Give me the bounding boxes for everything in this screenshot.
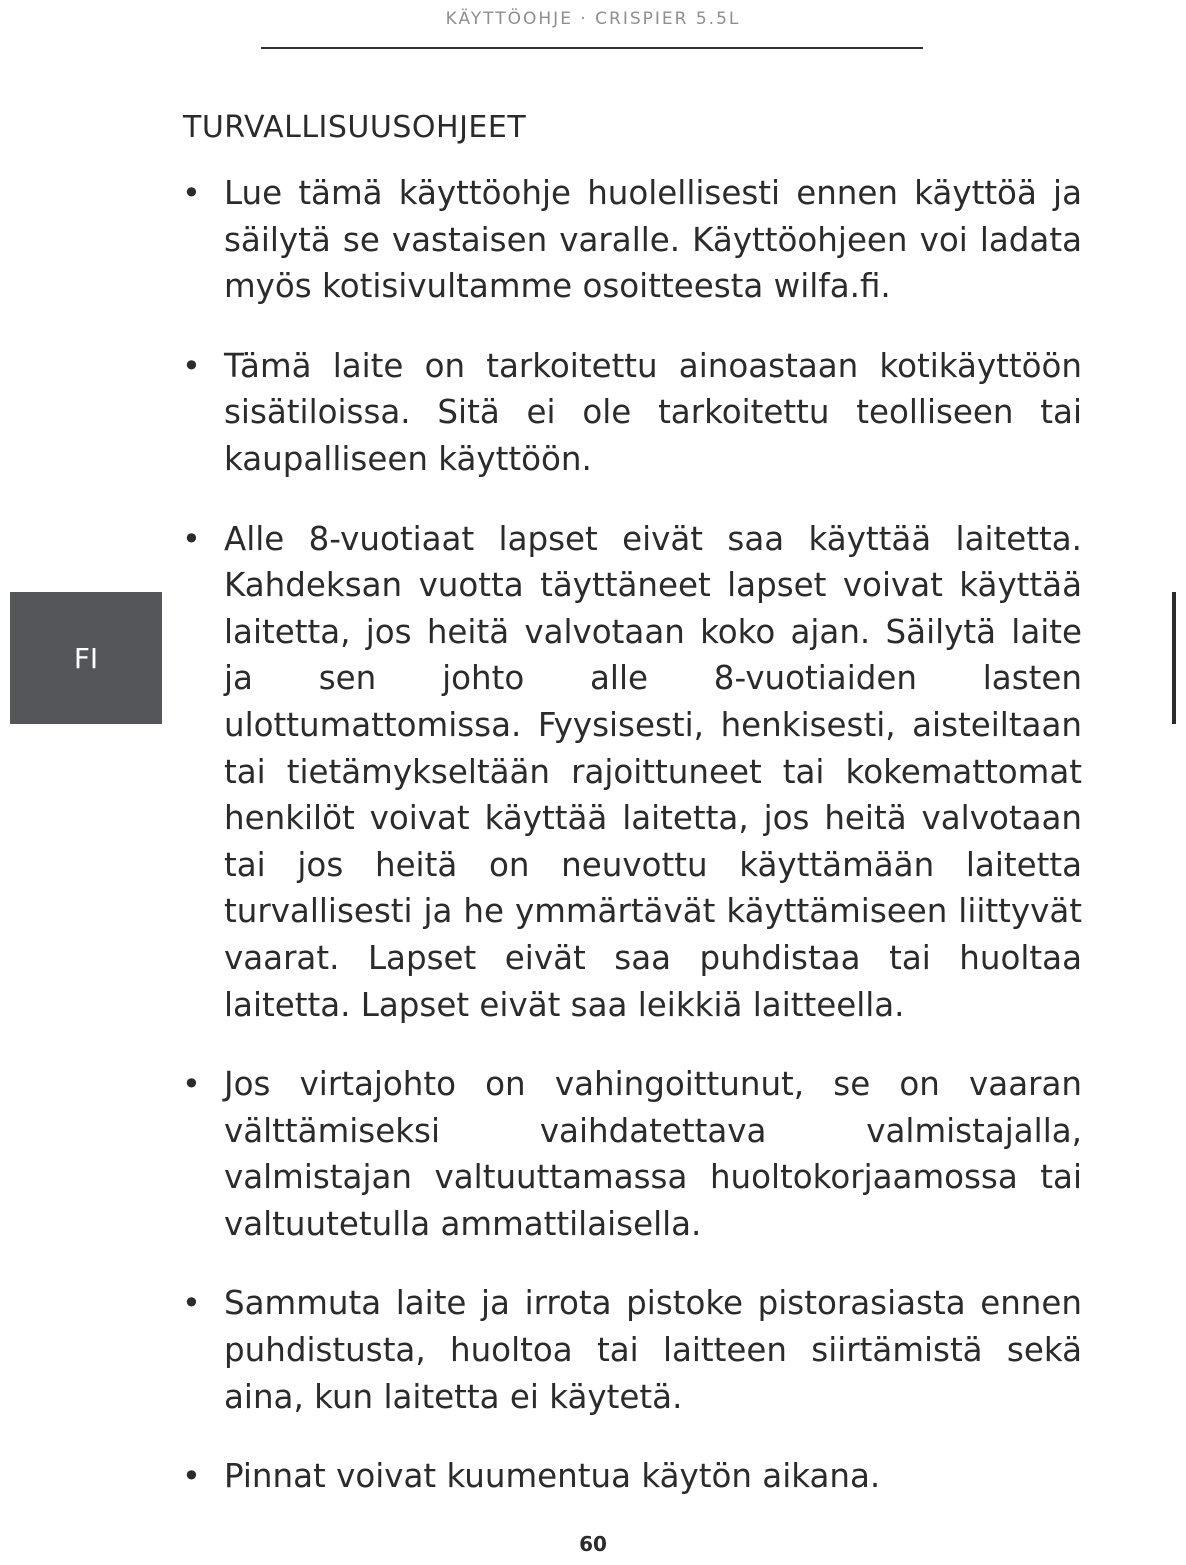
list-item <box>182 516 1082 1029</box>
bullet-icon: • <box>182 1284 201 1323</box>
bullet-icon: • <box>182 174 201 212</box>
list-item <box>182 1280 1082 1420</box>
safety-instructions-list <box>182 170 1082 1533</box>
list-item <box>182 170 1082 310</box>
instruction-text: Jos virtajohto on vahingoittunut, se on vaaran välttämiseksi vaihdatettava valmistajalla, valmistajan valtuuttamassa huoltokorjaamossa tai valtuutetulla ammattilaisella. <box>224 1065 1082 1243</box>
bullet-icon: • <box>182 1457 201 1496</box>
instruction-text: Tämä laite on tarkoitettu ainoastaan kotikäyttöön sisätiloissa. Sitä ei ole tarkoitettu teolliseen tai kaupalliseen käyttöön. <box>224 346 1082 478</box>
header-divider <box>261 47 923 49</box>
list-item <box>182 343 1082 483</box>
list-item <box>182 1453 1082 1500</box>
section-title: TURVALLISUUSOHJEET <box>183 110 527 145</box>
instruction-text: Lue tämä käyttöohje huolellisesti ennen käyttöä ja säilytä se vastaisen varalle. Käyttöohjeen voi ladata myös kotisivultamme osoitteesta wilfa.fi. <box>224 174 1082 306</box>
language-tab-label: FI <box>73 641 99 675</box>
instruction-text: Sammuta laite ja irrota pistoke pistorasiasta ennen puhdistusta, huoltoa tai laitteen siirtämistä sekä aina, kun laitetta ei käytetä. <box>224 1284 1082 1416</box>
bullet-icon: • <box>182 346 201 385</box>
page-number: 60 <box>579 1532 607 1556</box>
bullet-icon: • <box>182 519 201 558</box>
list-item <box>182 1061 1082 1247</box>
running-header: KÄYTTÖOHJE · CRISPIER 5.5L <box>445 9 741 29</box>
instruction-text: Alle 8-vuotiaat lapset eivät saa käyttää laitetta. Kahdeksan vuotta täyttäneet lapset voivat käyttää laitetta, jos heitä valvotaan koko ajan. Säilytä laite ja sen johto alle 8-vuotiaiden lasten ulottumattomissa. Fyysisesti, henkisesti, aisteiltaan tai tietämykseltään rajoittuneet tai kokemattomat henkilöt voivat käyttää laitetta, jos heitä valvotaan tai jos heitä on neuvottu käyttämään laitetta turvallisesti ja he ymmärtävät käyttämiseen liittyvät vaarat. Lapset eivät saa puhdistaa tai huoltaa laitetta. Lapset eivät saa leikkiä laitteella. <box>224 519 1082 1024</box>
page-edge-marker <box>1172 592 1176 724</box>
language-tab <box>10 592 162 724</box>
instruction-text: Pinnat voivat kuumentua käytön aikana. <box>224 1457 881 1496</box>
bullet-icon: • <box>182 1065 201 1104</box>
